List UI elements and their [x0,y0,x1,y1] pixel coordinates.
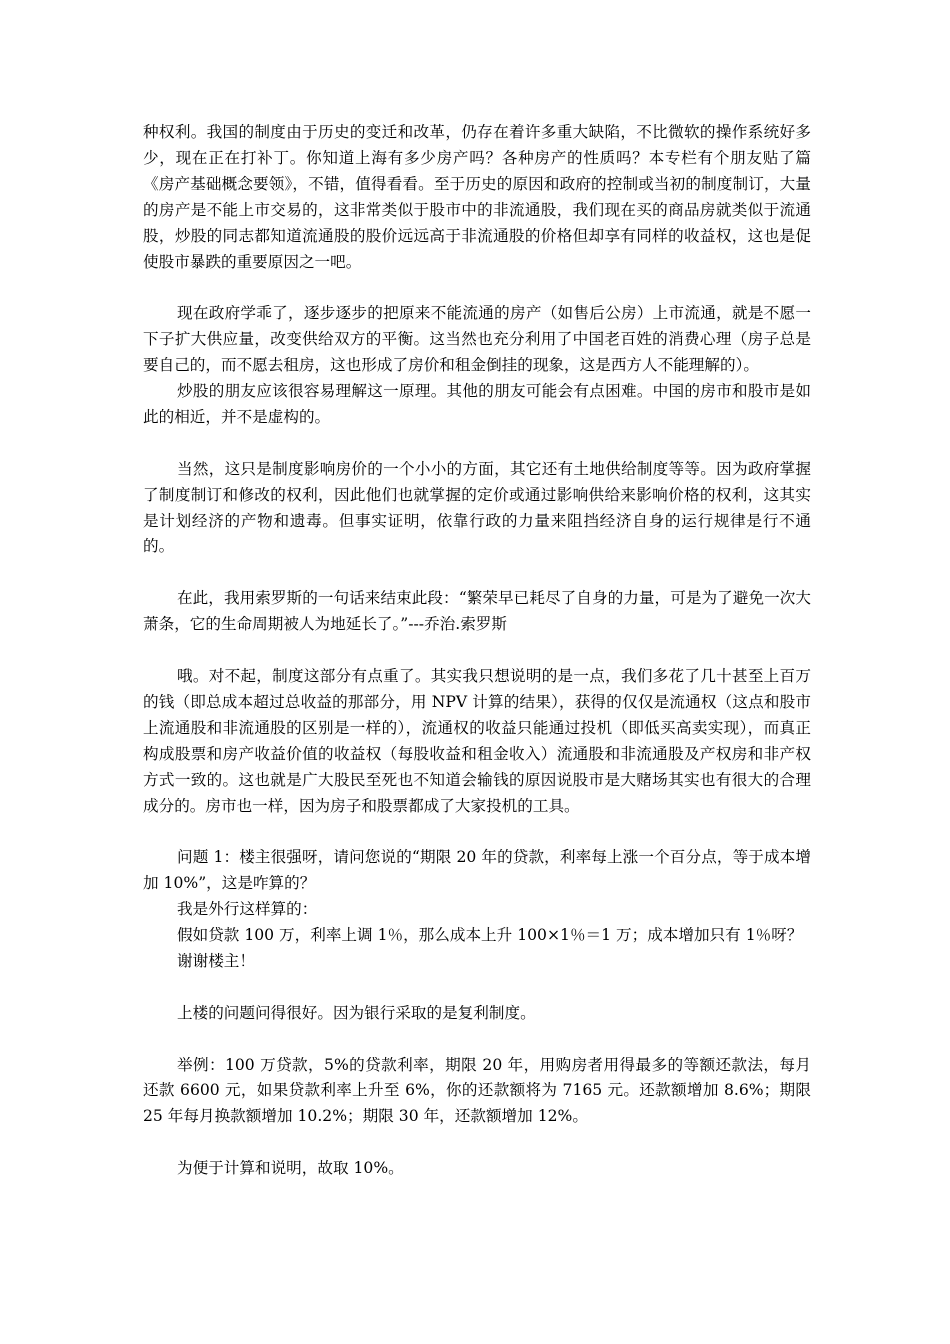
paragraph-loan-example: 举例：100 万贷款，5%的贷款利率，期限 20 年，用购房者用得最多的等额还款法，每月还款 6600 元，如果贷款利率上升至 6%，你的还款额将为 7165 元。还款额增加 8.6%；期限 25 年每月换款额增加 10.2%；期限 30 年，还款额增加 12%。 [143,1055,811,1126]
paragraph-question-thanks: 谢谢楼主！ [177,951,255,970]
paragraph-spacer [143,431,811,457]
paragraph-spacer [143,275,811,301]
paragraph-spacer [143,1130,811,1156]
paragraph-spacer [143,819,811,845]
paragraph-spacer [143,1027,811,1053]
paragraph-question-1: 问题 1：楼主很强呀，请问您说的“期限 20 年的贷款，利率每上涨一个百分点，等于成本增加 10%”，这是咋算的？ [143,848,811,893]
paragraph-institutional-defects: 种权利。我国的制度由于历史的变迁和改革，仍存在着许多重大缺陷，不比微软的操作系统好多少，现在正在打补丁。你知道上海有多少房产吗？各种房产的性质吗？本专栏有个朋友贴了篇《房产基础概念要领》，不错，值得看看。至于历史的原因和政府的控制或当初的制度制订，大量的房产是不能上市交易的，这非常类似于股市中的非流通股，我们现在买的商品房就类似于流通股，炒股的同志都知道流通股的股价远远高于非流通股的价格但却享有同样的收益权，这也是促使股市暴跌的重要原因之一吧。 [143,123,811,271]
paragraph-question-line-3: 假如贷款 100 万，利率上调 1％，那么成本上升 100×1％＝1 万；成本增加只有 1％呀？ [177,926,803,945]
paragraph-spacer [143,975,811,1001]
paragraph-spacer [143,638,811,664]
paragraph-stock-analogy: 炒股的朋友应该很容易理解这一原理。其他的朋友可能会有点困难。中国的房市和股市是如此的相近，并不是虚构的。 [143,382,811,426]
paragraph-answer-compound: 上楼的问题问得很好。因为银行采取的是复利制度。 [177,1003,536,1022]
paragraph-circulation-rights: 哦。对不起，制度这部分有点重了。其实我只想说明的是一点，我们多花了几十甚至上百万的钱（即总成本超过总收益的那部分，用 NPV 计算的结果），获得的仅仅是流通权（这点和股市上流通股和非流通股的区别是一样的），流通权的收益只能通过投机（即低买高卖实现），而真正构成股票和房产收益价值的收益权（每股收益和租金收入）流通股和非流通股及产权房和非产权方式一致的。这也就是广大股民至死也不知道会输钱的原因说股市是大赌场其实也有很大的合理成分的。房市也一样，因为房子和股票都成了大家投机的工具。 [143,666,811,815]
paragraph-soros-quote: 在此，我用索罗斯的一句话来结束此段：“繁荣早已耗尽了自身的力量，可是为了避免一次大萧条，它的生命周期被人为地延长了。”---乔治.索罗斯 [143,589,811,634]
paragraph-land-supply: 当然，这只是制度影响房价的一个小小的方面，其它还有土地供给制度等等。因为政府掌握了制度制订和修改的权利，因此他们也就掌握的定价或通过影响供给来影响价格的权利，这其实是计划经济的产物和遗毒。但事实证明，依靠行政的力量来阻挡经济自身的运行规律是行不通的。 [143,459,811,556]
paragraph-conclusion: 为便于计算和说明，故取 10%。 [177,1159,404,1178]
document-body [143,120,811,1182]
paragraph-spacer [143,560,811,586]
paragraph-question-line-2: 我是外行这样算的： [177,900,318,919]
paragraph-government-policy: 现在政府学乖了，逐步逐步的把原来不能流通的房产（如售后公房）上市流通，就是不愿一下子扩大供应量，改变供给双方的平衡。这当然也充分利用了中国老百姓的消费心理（房子总是要自己的，而不愿去租房，这也形成了房价和租金倒挂的现象，这是西方人不能理解的）。 [143,304,811,375]
